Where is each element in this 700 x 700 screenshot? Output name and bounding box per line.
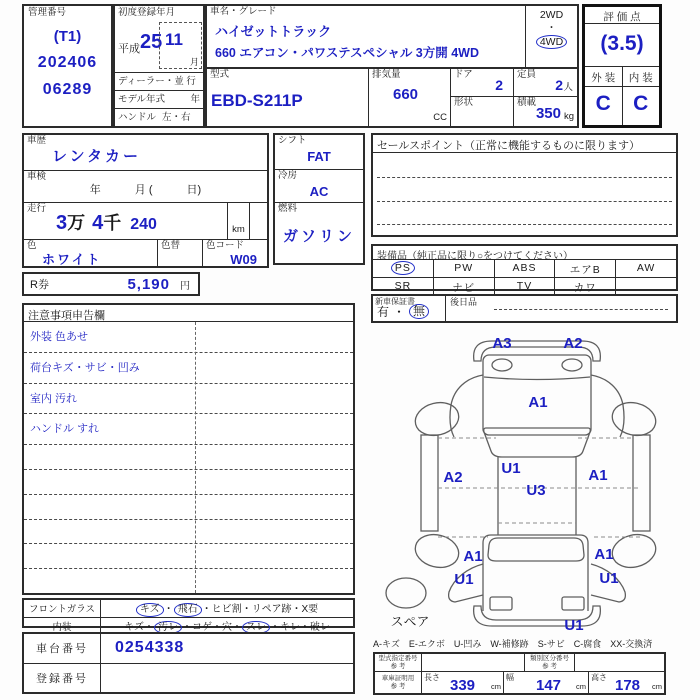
dealer-row: ディーラー・並 行 bbox=[115, 72, 203, 90]
capacity-label: 定員 bbox=[517, 69, 537, 80]
damage-label-rear-right-a: A1 bbox=[594, 546, 614, 563]
ac-label: 冷房 bbox=[278, 170, 298, 181]
displacement-cell bbox=[369, 69, 451, 126]
glass-opt-xyou: X要 bbox=[301, 604, 319, 615]
classification-label-1: 類別区分番号 bbox=[530, 655, 569, 662]
equipment-box bbox=[371, 244, 678, 294]
load-value: 350 bbox=[535, 105, 561, 122]
equipment-row-1 bbox=[373, 260, 676, 278]
drivetrain-box bbox=[273, 133, 365, 265]
sales-point-line-2 bbox=[377, 178, 672, 202]
fuel-row bbox=[275, 202, 363, 263]
sales-point-line-3 bbox=[377, 202, 672, 225]
notes-divider bbox=[195, 322, 196, 593]
front-glass-row bbox=[24, 600, 353, 617]
taillight-left bbox=[490, 597, 512, 610]
equipment-cell-airbag: エアB bbox=[555, 260, 616, 277]
management-number-line3: 06289 bbox=[42, 80, 93, 98]
ac-row bbox=[275, 169, 363, 202]
notes-box bbox=[22, 303, 355, 595]
color-label: 色 bbox=[27, 240, 37, 251]
legend-sabi: S-サビ bbox=[537, 639, 565, 649]
exterior-label: 外 装 bbox=[585, 67, 623, 86]
mileage-digit-2: 4 bbox=[92, 212, 104, 234]
classification-value bbox=[575, 654, 664, 671]
garage-cert-label-2: 参 考 bbox=[390, 683, 406, 691]
spare-tire-label: スペア bbox=[390, 614, 430, 629]
note-item-2: 荷台キズ・サビ・凹み bbox=[24, 353, 353, 384]
length-label: 長さ bbox=[424, 673, 440, 682]
int-sep-2: ・ bbox=[181, 621, 192, 633]
registration-number-label: 登録番号 bbox=[24, 664, 101, 693]
interior-condition-label: 内装 bbox=[24, 618, 101, 635]
rating-values bbox=[585, 86, 659, 125]
chassis-number-label: 車台番号 bbox=[24, 634, 101, 663]
later-items-label: 後日品 bbox=[450, 297, 478, 307]
length-unit: cm bbox=[491, 682, 501, 692]
model-code-label: 型式 bbox=[210, 69, 230, 80]
fuel-label: 燃料 bbox=[278, 203, 298, 214]
mileage-value bbox=[56, 209, 157, 235]
registration-month-unit: 月 bbox=[189, 56, 199, 67]
registration-year: 25 bbox=[140, 31, 163, 53]
damage-label-rear-left-a: A1 bbox=[463, 548, 483, 565]
note-item-8 bbox=[24, 520, 353, 545]
damage-label-cab-u3: U3 bbox=[526, 482, 546, 499]
door-shape-cell bbox=[451, 69, 514, 126]
chassis-number-row bbox=[24, 634, 353, 663]
id-numbers-box bbox=[22, 632, 355, 694]
spec-row-1 bbox=[375, 654, 664, 671]
exterior-grade: C bbox=[585, 87, 623, 125]
bed-rail-left bbox=[421, 435, 438, 531]
later-items-line bbox=[494, 309, 668, 310]
equipment-cell-kawa: カワ bbox=[555, 278, 616, 295]
legend-koukanzumi: XX-交換済 bbox=[610, 639, 653, 649]
height-value: 178 bbox=[615, 677, 641, 694]
model-code-value: EBD-S211P bbox=[211, 91, 303, 110]
sales-point-body bbox=[373, 153, 676, 225]
sales-point-box bbox=[371, 133, 678, 237]
later-items-cell bbox=[445, 296, 676, 321]
model-year-label: モデル年式 bbox=[118, 94, 166, 105]
int-opt-sure-circled: スレ bbox=[242, 621, 270, 635]
first-registration-label: 初度登録年月 bbox=[118, 7, 176, 18]
length-cell bbox=[422, 672, 504, 693]
model-designation-value bbox=[422, 654, 525, 671]
color-code-cell bbox=[202, 240, 267, 266]
model-code-cell bbox=[207, 69, 369, 126]
capacity-subcell bbox=[514, 69, 577, 97]
inspection-month: 月 ( bbox=[134, 184, 153, 196]
door-value: 2 bbox=[495, 77, 503, 93]
history-box bbox=[22, 133, 269, 268]
sales-point-header: セールスポイント（正常に機能するものに限ります） bbox=[373, 135, 676, 153]
headlight-right bbox=[562, 359, 582, 371]
registration-month-frame bbox=[159, 22, 202, 69]
note-item-3: 室内 汚れ bbox=[24, 384, 353, 415]
taillight-right bbox=[562, 597, 584, 610]
inspection-values bbox=[24, 171, 267, 202]
headlight-left bbox=[492, 359, 512, 371]
front-glass-options bbox=[101, 600, 353, 617]
int-opt-ana: 穴 bbox=[221, 621, 232, 633]
equipment-header: 装備品（純正品に限り○をつけてください） bbox=[373, 246, 676, 260]
note-item-9 bbox=[24, 544, 353, 569]
inspection-year: 年 bbox=[89, 184, 101, 196]
notes-body bbox=[24, 322, 353, 593]
chassis-number-value: 0254338 bbox=[115, 639, 185, 657]
inspection-row bbox=[24, 170, 267, 202]
capacity-load-cell bbox=[514, 69, 577, 126]
drive-2wd: 2WD bbox=[539, 9, 564, 21]
mileage-km-cell bbox=[227, 203, 249, 239]
front-fender-left bbox=[450, 375, 483, 437]
note-item-6 bbox=[24, 470, 353, 495]
wheel-front-right bbox=[609, 398, 659, 440]
shift-value: FAT bbox=[307, 149, 331, 164]
inspection-day: 日) bbox=[186, 184, 202, 196]
model-designation-label-2: 参 考 bbox=[390, 663, 406, 671]
equipment-cell-pw: PW bbox=[434, 260, 495, 277]
glass-sep-4: ・ bbox=[291, 604, 302, 615]
legend-ekubo: E-エクボ bbox=[408, 639, 445, 649]
int-sep-1: ・ bbox=[143, 621, 154, 633]
drive-type-cell bbox=[525, 6, 577, 67]
color-value: ホワイト bbox=[42, 252, 102, 267]
spare-tire-outline bbox=[386, 578, 426, 608]
glass-opt-tobiishi-circled: 飛石 bbox=[174, 603, 202, 617]
legend-hoshuato: W-補修跡 bbox=[490, 639, 529, 649]
rating-box bbox=[582, 4, 662, 128]
glass-opt-repair: リペア跡 bbox=[251, 604, 292, 615]
glass-sep-1: ・ bbox=[163, 604, 174, 615]
warranty-label: 新車保証書 bbox=[375, 297, 415, 306]
height-label: 高さ bbox=[591, 673, 607, 682]
color-change-cell bbox=[157, 240, 202, 266]
warranty-dot: ・ bbox=[393, 305, 406, 319]
inspection-label: 車検 bbox=[27, 171, 47, 182]
door-subcell bbox=[451, 69, 513, 97]
interior-label: 内 装 bbox=[628, 72, 653, 84]
capacity-value: 2 bbox=[555, 77, 563, 93]
mileage-main bbox=[24, 203, 227, 239]
warranty-box bbox=[371, 294, 678, 323]
note-item-5 bbox=[24, 445, 353, 470]
wheel-rear-left bbox=[412, 530, 462, 572]
load-unit: kg bbox=[563, 111, 574, 123]
note-item-1: 外装 色あせ bbox=[24, 322, 353, 353]
mileage-unit-man: 万 bbox=[67, 213, 86, 233]
fuel-value: ガソリン bbox=[282, 228, 355, 245]
classification-label-2: 参 考 bbox=[542, 663, 557, 671]
glass-sep-2: ・ bbox=[201, 604, 212, 615]
vehicle-name-label: 車名・グレード bbox=[210, 6, 277, 17]
glass-sep-3: ・ bbox=[241, 604, 252, 615]
vehicle-spec-row bbox=[207, 69, 577, 126]
equipment-cell-empty bbox=[616, 278, 676, 295]
first-registration-date bbox=[115, 21, 203, 72]
note-item-4: ハンドル すれ bbox=[24, 414, 353, 445]
vehicle-damage-diagram bbox=[376, 331, 688, 634]
model-year-row bbox=[115, 90, 203, 108]
width-label: 幅 bbox=[506, 673, 514, 682]
color-code-value: W09 bbox=[230, 252, 257, 267]
sales-point-line-1 bbox=[377, 153, 672, 178]
drive-dot: ・ bbox=[546, 22, 557, 35]
width-unit: cm bbox=[576, 682, 586, 692]
mileage-unit-sen: 千 bbox=[103, 213, 122, 233]
shift-label: シフト bbox=[278, 135, 307, 146]
car-history-value: レンタカー bbox=[52, 148, 142, 165]
equipment-cell-abs: ABS bbox=[495, 260, 556, 277]
management-number-box bbox=[22, 4, 113, 128]
int-sep-5: ・ bbox=[269, 621, 280, 633]
int-opt-yogore-circled: 汚レ bbox=[154, 621, 182, 635]
height-cell bbox=[589, 672, 664, 693]
shift-row bbox=[275, 135, 363, 169]
garage-cert-label-1: 車庫証明用 bbox=[381, 675, 415, 682]
mileage-row bbox=[24, 202, 267, 239]
color-change-label: 色替 bbox=[161, 240, 181, 251]
spec-table bbox=[373, 652, 666, 695]
damage-label-left-side: A2 bbox=[443, 469, 463, 486]
recycle-ticket-value: 5,190 bbox=[127, 275, 170, 293]
displacement-unit: CC bbox=[433, 112, 447, 124]
windshield-outline bbox=[484, 428, 591, 457]
mileage-digit-1: 3 bbox=[56, 212, 68, 234]
warranty-yes: 有 bbox=[377, 305, 390, 319]
equipment-cell-tv: TV bbox=[495, 278, 556, 295]
equipment-cell-aw: AW bbox=[636, 262, 656, 274]
door-label: ドア bbox=[454, 69, 473, 80]
glass-opt-kizu-circled: キズ bbox=[136, 603, 164, 617]
recycle-ticket-unit: 円 bbox=[180, 280, 190, 292]
damage-label-rear-left-u: U1 bbox=[454, 571, 474, 588]
legend-fushoku: C-腐食 bbox=[573, 639, 602, 649]
glass-opt-hibiware: ヒビ割 bbox=[211, 604, 242, 615]
damage-label-cab-u1: U1 bbox=[501, 460, 521, 477]
shape-label: 形状 bbox=[454, 97, 474, 108]
rating-score: (3.5) bbox=[600, 32, 644, 55]
damage-label-right-side: A1 bbox=[588, 467, 608, 484]
color-code-label: 色コード bbox=[206, 240, 245, 251]
rear-body-outline bbox=[483, 535, 588, 611]
spec-row-2 bbox=[375, 671, 664, 693]
management-number-values bbox=[24, 28, 111, 99]
equipment-cell-navi: ナビ bbox=[434, 278, 495, 295]
model-designation-label-1: 型式指定番号 bbox=[378, 655, 418, 662]
mileage-end-cell bbox=[249, 203, 267, 239]
warranty-cell bbox=[373, 296, 445, 321]
height-unit: cm bbox=[652, 682, 662, 692]
handle-label: ハンドル bbox=[118, 112, 157, 123]
displacement-value: 660 bbox=[393, 86, 419, 103]
car-history-label: 車歴 bbox=[27, 135, 47, 146]
management-number-line1: (T1) bbox=[53, 27, 82, 45]
note-item-10 bbox=[24, 569, 353, 593]
warranty-no-circled: 無 bbox=[409, 304, 429, 320]
rating-label: 評 価 点 bbox=[585, 7, 659, 24]
legend-hekomi: U-凹み bbox=[453, 639, 482, 649]
int-sep-6: ・ bbox=[299, 621, 310, 633]
note-item-7 bbox=[24, 495, 353, 520]
equipment-cell-sr: SR bbox=[373, 278, 434, 295]
car-history-row bbox=[24, 135, 267, 170]
damage-label-front-right: A2 bbox=[563, 335, 583, 352]
first-registration-box bbox=[113, 4, 205, 128]
glass-interior-box bbox=[22, 598, 355, 633]
damage-label-rear-right-u: U1 bbox=[599, 570, 619, 587]
notes-header: 注意事項申告欄 bbox=[24, 305, 353, 322]
int-opt-kire: キレ bbox=[279, 621, 300, 633]
wheel-front-left bbox=[412, 398, 462, 440]
wheel-rear-right bbox=[609, 530, 659, 572]
handle-value: 左・右 bbox=[162, 112, 191, 123]
displacement-label: 排気量 bbox=[372, 69, 401, 80]
vehicle-box bbox=[205, 4, 579, 128]
ac-value: AC bbox=[309, 184, 329, 199]
shape-subcell bbox=[451, 97, 513, 126]
mileage-label: 走行 bbox=[27, 203, 47, 214]
damage-label-front-left: A3 bbox=[492, 335, 512, 352]
damage-label-hood: A1 bbox=[528, 394, 548, 411]
grille-line bbox=[484, 377, 590, 380]
bed-rail-right bbox=[633, 435, 650, 531]
handle-row bbox=[115, 108, 203, 126]
int-sep-4: ・ bbox=[231, 621, 242, 633]
load-subcell bbox=[514, 97, 577, 126]
model-year-unit: 年 bbox=[190, 94, 200, 105]
legend-kizu: A-キズ bbox=[373, 639, 400, 649]
garage-cert-label bbox=[375, 672, 422, 693]
width-cell bbox=[504, 672, 589, 693]
int-sep-3: ・ bbox=[211, 621, 222, 633]
int-opt-koge: コゲ bbox=[191, 621, 212, 633]
mileage-rest: 240 bbox=[130, 216, 157, 233]
recycle-ticket-box bbox=[22, 272, 200, 296]
capacity-unit: 人 bbox=[563, 82, 573, 94]
rear-window-outline bbox=[488, 538, 584, 561]
int-opt-yabure: 破レ bbox=[309, 621, 330, 633]
era-label: 平成 bbox=[118, 43, 140, 55]
equipment-row-2 bbox=[373, 278, 676, 295]
registration-month: 11 bbox=[165, 30, 183, 49]
width-value: 147 bbox=[536, 677, 562, 694]
damage-legend bbox=[373, 637, 688, 650]
load-label: 積載 bbox=[517, 97, 537, 108]
model-designation-label bbox=[375, 654, 422, 671]
vehicle-name-line2: 660 エアコン・パワステスペシャル 3方開 4WD bbox=[215, 46, 480, 60]
vehicle-name-section bbox=[207, 6, 577, 69]
length-value: 339 bbox=[450, 677, 476, 694]
drive-4wd-circled: 4WD bbox=[536, 35, 567, 49]
damage-label-rear-bumper: U1 bbox=[564, 617, 584, 634]
recycle-ticket-label: R券 bbox=[30, 279, 49, 291]
equipment-cell-ps bbox=[373, 260, 434, 277]
classification-label bbox=[525, 654, 575, 671]
color-row bbox=[24, 239, 267, 266]
management-number-label: 管理番号 bbox=[28, 7, 67, 18]
management-number-line2: 202406 bbox=[37, 53, 98, 71]
equipment-ps-circled: PS bbox=[391, 261, 415, 275]
int-opt-kizu: キズ bbox=[124, 621, 144, 633]
mileage-unit-km: km bbox=[232, 224, 245, 236]
rating-subheader bbox=[585, 66, 659, 86]
front-glass-label: フロントガラス bbox=[24, 600, 101, 617]
registration-number-row bbox=[24, 663, 353, 693]
vehicle-name-line1: ハイゼットトラック bbox=[215, 24, 332, 39]
interior-grade: C bbox=[633, 92, 649, 115]
color-cell bbox=[24, 240, 157, 266]
warranty-value bbox=[377, 303, 429, 320]
